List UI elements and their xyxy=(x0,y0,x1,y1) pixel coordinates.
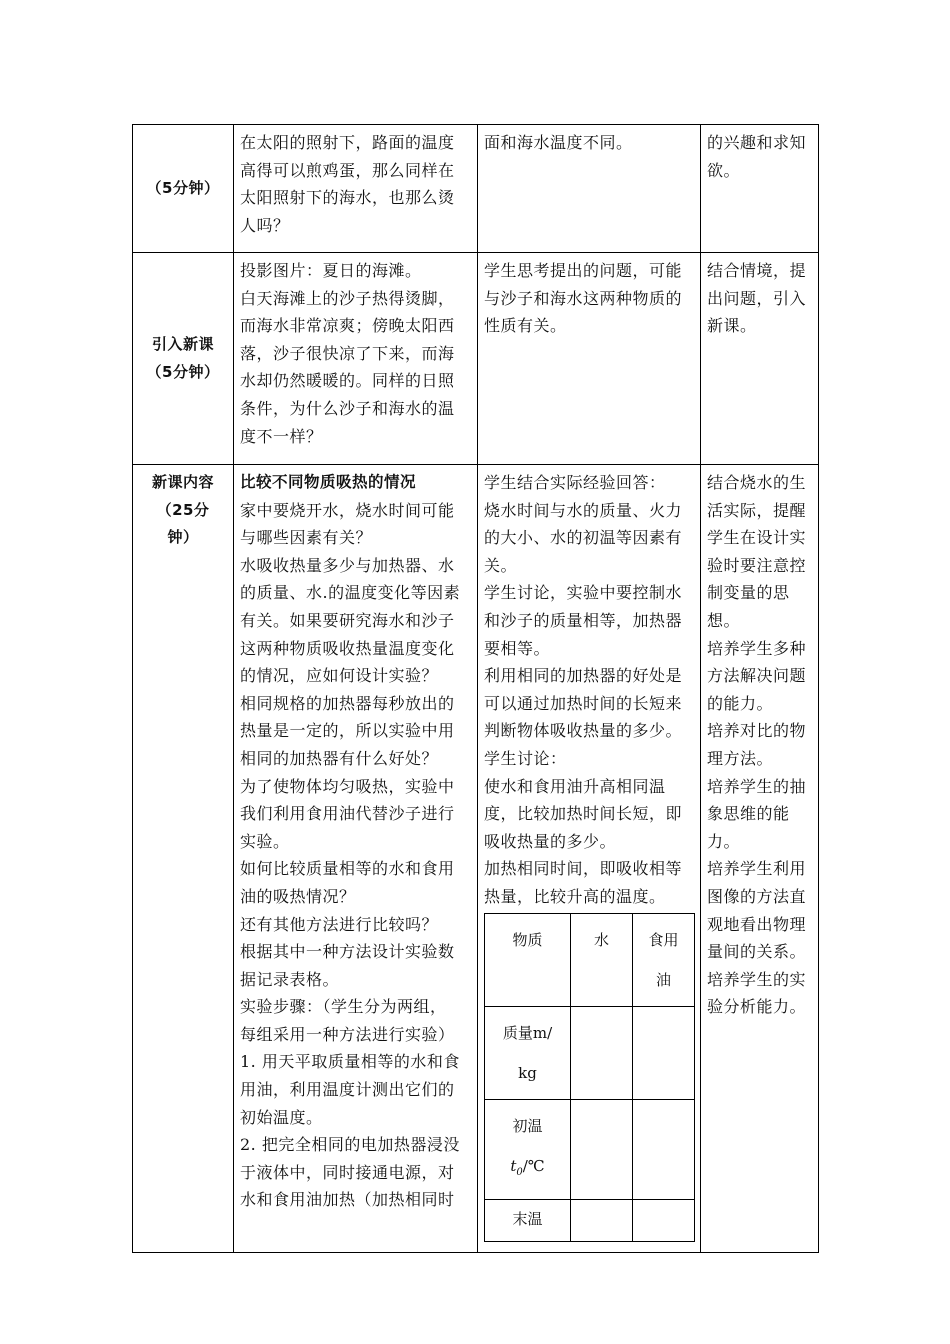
text-line: 验时要注意控 xyxy=(707,555,807,575)
lesson-plan-table xyxy=(132,124,819,1253)
text-line: 方法解决问题 xyxy=(707,666,807,686)
row-label-line: 初温 xyxy=(512,1116,543,1135)
text-line: 培养对比的物 xyxy=(707,721,807,741)
text-line: 吸收热量的多少。 xyxy=(484,831,617,851)
design-intent-cell xyxy=(701,125,819,253)
text-line: 性质有关。 xyxy=(484,316,567,336)
row-label-mass xyxy=(485,1006,571,1099)
text-line: 新课。 xyxy=(707,316,757,336)
text-line: 油的吸热情况？ xyxy=(240,886,356,906)
text-line: 水吸收热量多少与加热器、水 xyxy=(240,555,455,575)
text-line: 培养学生的抽 xyxy=(707,776,807,796)
text-line: 学生讨论，实验中要控制水 xyxy=(484,583,683,603)
text-line: 的大小、水的初温等因素有 xyxy=(484,528,683,548)
text-line: 与哪些因素有关？ xyxy=(240,528,373,548)
text-line: 象思维的能 xyxy=(707,804,790,824)
table-cell xyxy=(571,1099,633,1199)
design-intent-cell xyxy=(701,465,819,1253)
text-line: 理方法。 xyxy=(707,748,774,768)
header-cell-water: 水 xyxy=(571,913,633,1006)
table-cell xyxy=(571,1199,633,1241)
data-record-table xyxy=(484,913,695,1242)
text-line: 使水和食用油升高相同温 xyxy=(484,776,666,796)
stage-text: （5分钟） xyxy=(146,178,220,197)
table-cell xyxy=(633,1006,695,1099)
text-line: 而海水非常凉爽；傍晚太阳西 xyxy=(240,316,455,336)
text-line: 培养学生的实 xyxy=(707,969,807,989)
row-label-final-temp: 末温 xyxy=(485,1199,571,1241)
text-line: 图像的方法直 xyxy=(707,886,807,906)
text-line: 白天海滩上的沙子热得烫脚， xyxy=(240,288,455,308)
text-line: 水和食用油加热（加热相同时 xyxy=(240,1190,455,1210)
text-line: 利用相同的加热器的好处是 xyxy=(484,666,683,686)
stage-text: 钟） xyxy=(167,528,199,547)
teacher-activity-cell xyxy=(234,125,478,253)
row-label-line: kg xyxy=(518,1063,537,1082)
text-line: 有关。如果要研究海水和沙子 xyxy=(240,610,455,630)
text-line: 制变量的思 xyxy=(707,583,790,603)
text-line: 如何比较质量相等的水和食用 xyxy=(240,859,455,879)
text-line: 在太阳的照射下，路面的温度 xyxy=(240,133,455,152)
text-line: 度，比较加热时间长短，即 xyxy=(484,804,683,824)
text-line: 力。 xyxy=(707,831,741,851)
text-line: 学生讨论： xyxy=(484,748,567,768)
text-line: 与沙子和海水这两种物质的 xyxy=(484,288,683,308)
text-line: 的情况，应如何设计实验？ xyxy=(240,666,439,686)
text-line: 烧水时间与水的质量、火力 xyxy=(484,500,683,520)
text-line: 面和海水温度不同。 xyxy=(484,133,633,152)
table-row xyxy=(485,1006,695,1099)
stage-text: （25分 xyxy=(156,500,210,519)
row-label-initial-temp xyxy=(485,1099,571,1199)
text-line: 投影图片：夏日的海滩。 xyxy=(240,261,422,280)
header-cell-oil-line: 油 xyxy=(655,970,671,989)
text-line: 为了使物体均匀吸热，实验中 xyxy=(240,776,455,796)
text-line: 水却仍然暖暖的。同样的日照 xyxy=(240,371,455,391)
text-line: 要相等。 xyxy=(484,638,551,658)
text-line: 于液体中，同时接通电源，对 xyxy=(240,1162,455,1182)
text-line: 太阳照射下的海水，也那么烫 xyxy=(240,188,455,208)
text-line: 这两种物质吸收热量温度变化 xyxy=(240,638,455,658)
text-line: 结合烧水的生 xyxy=(707,473,807,492)
text-line: 实验步骤：（学生分为两组， xyxy=(240,997,447,1017)
table-cell xyxy=(571,1006,633,1099)
text-line: 活实际，提醒 xyxy=(707,500,807,520)
text-line: 加热相同时间，即吸收相等 xyxy=(484,859,683,879)
text-line: 结合情境，提 xyxy=(707,261,807,280)
text-line: 欲。 xyxy=(707,160,741,180)
teacher-activity-cell xyxy=(234,465,478,1253)
table-cell xyxy=(633,1099,695,1199)
text-line: 的能力。 xyxy=(707,693,774,713)
table-cell xyxy=(633,1199,695,1241)
stage-cell xyxy=(133,253,234,465)
text-line: 相同的加热器有什么好处？ xyxy=(240,748,439,768)
text-line: 据记录表格。 xyxy=(240,969,340,989)
text-line: 初始温度。 xyxy=(240,1107,323,1127)
text-line: 培养学生多种 xyxy=(707,638,807,658)
text-line: 根据其中一种方法设计实验数 xyxy=(240,942,455,962)
text-line: 落，沙子很快凉了下来，而海 xyxy=(240,343,455,363)
text-line: 实验。 xyxy=(240,831,290,851)
text-line: 用油，利用温度计测出它们的 xyxy=(240,1080,455,1100)
text-line: 判断物体吸收热量的多少。 xyxy=(484,721,683,741)
text-line: 关。 xyxy=(484,555,518,575)
text-line: 的质量、水.的温度变化等因素 xyxy=(240,583,461,603)
design-intent-cell xyxy=(701,253,819,465)
text-line: 学生思考提出的问题，可能 xyxy=(484,261,683,280)
header-cell-oil xyxy=(633,913,695,1006)
text-line: 我们利用食用油代替沙子进行 xyxy=(240,804,455,824)
text-line: 条件，为什么沙子和海水的温 xyxy=(240,398,455,418)
text-line: 验分析能力。 xyxy=(707,997,807,1017)
text-line: 度不一样？ xyxy=(240,426,323,446)
text-line: 学生在设计实 xyxy=(707,528,807,548)
text-line: 热量是一定的，所以实验中用 xyxy=(240,721,455,741)
stage-cell xyxy=(133,125,234,253)
text-line: 想。 xyxy=(707,610,741,630)
text-line: 热量，比较升高的温度。 xyxy=(484,886,666,906)
text-line: 的兴趣和求知 xyxy=(707,133,807,152)
student-activity-cell xyxy=(478,465,701,1253)
stage-text: 新课内容 xyxy=(151,473,214,491)
text-line: 观地看出物理 xyxy=(707,914,807,934)
row-label-line: 质量m/ xyxy=(502,1023,553,1042)
text-line: 1. 用天平取质量相等的水和食 xyxy=(240,1052,460,1072)
student-activity-cell xyxy=(478,253,701,465)
text-line: 人吗？ xyxy=(240,215,290,235)
table-row xyxy=(485,1199,695,1241)
header-cell-oil-line: 食用 xyxy=(648,930,679,949)
text-line: 出问题，引入 xyxy=(707,288,807,308)
text-line: 家中要烧开水，烧水时间可能 xyxy=(240,500,455,520)
text-line: 高得可以煎鸡蛋，那么同样在 xyxy=(240,160,455,180)
teacher-activity-cell xyxy=(234,253,478,465)
text-line: 2. 把完全相同的电加热器浸没 xyxy=(240,1135,460,1155)
row-label-line: $t_0/℃$ xyxy=(510,1156,545,1178)
text-line: 可以通过加热时间的长短来 xyxy=(484,693,683,713)
section-heading: 比较不同物质吸热的情况 xyxy=(240,473,417,491)
stage-cell xyxy=(133,465,234,1253)
table-row xyxy=(485,1099,695,1199)
text-line: 培养学生利用 xyxy=(707,859,807,879)
table-row xyxy=(485,913,695,1006)
student-activity-cell xyxy=(478,125,701,253)
text-line: 相同规格的加热器每秒放出的 xyxy=(240,693,455,713)
text-line: 和沙子的质量相等，加热器 xyxy=(484,610,683,630)
text-line: 每组采用一种方法进行实验） xyxy=(240,1024,455,1044)
text-line: 学生结合实际经验回答： xyxy=(484,473,666,492)
text-line: 量间的关系。 xyxy=(707,942,807,962)
text-line: 还有其他方法进行比较吗？ xyxy=(240,914,439,934)
table-row xyxy=(133,253,819,465)
stage-text: 引入新课 xyxy=(151,334,214,353)
table-row xyxy=(133,125,819,253)
header-cell-substance: 物质 xyxy=(485,913,571,1006)
table-row xyxy=(133,465,819,1253)
stage-text: （5分钟） xyxy=(146,362,220,381)
